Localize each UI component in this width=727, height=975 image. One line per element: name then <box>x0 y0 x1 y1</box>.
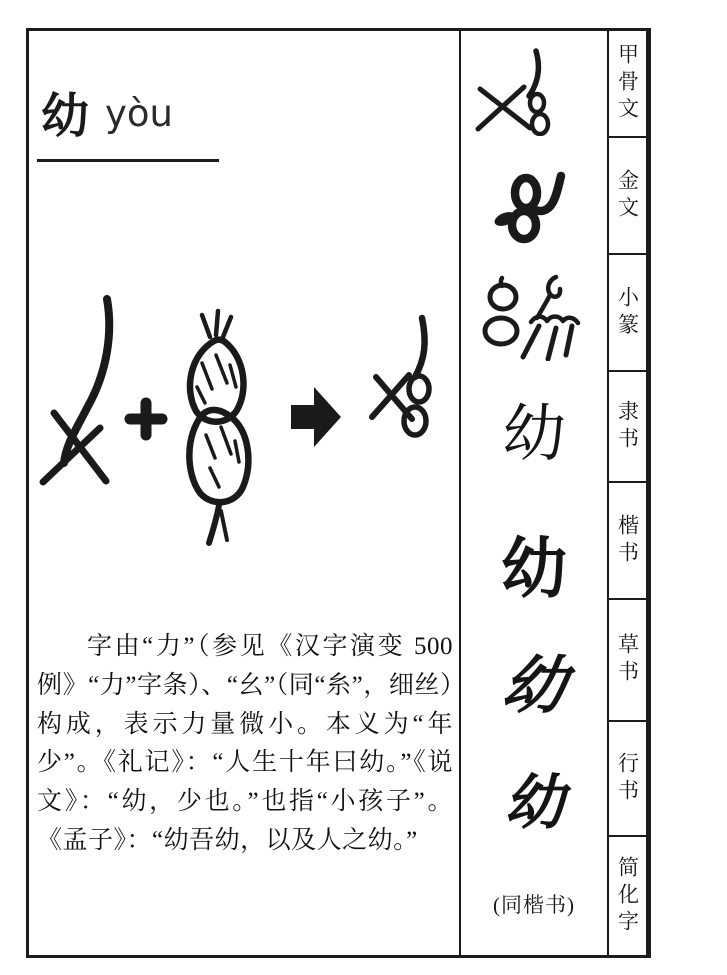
script-label-column <box>607 31 646 955</box>
sample-oracle-bone-glyph <box>474 48 560 136</box>
label-cell-clerical <box>609 372 646 483</box>
script-label: 金文 <box>615 168 640 223</box>
label-cell-bronze <box>609 138 646 255</box>
script-label: 简化字 <box>615 855 640 937</box>
label-cell-simplified <box>609 837 646 955</box>
oracle-form-glyph <box>372 318 429 435</box>
label-cell-cursive <box>609 600 646 722</box>
headword: 幼 <box>41 90 90 143</box>
entry-title <box>41 90 173 143</box>
sample-running-glyph: 幼 <box>504 770 564 836</box>
sample-bronze-glyph <box>493 167 569 245</box>
sample-cursive-glyph: 幼 <box>497 651 572 721</box>
arrow-icon <box>291 387 341 447</box>
sample-regular-glyph: 幼 <box>501 533 567 606</box>
main-column <box>29 31 459 955</box>
script-label: 甲骨文 <box>615 43 640 124</box>
evolution-diagram <box>38 295 448 565</box>
plow-pictograph-icon <box>43 299 109 482</box>
label-cell-running <box>609 722 646 837</box>
page-frame <box>26 28 651 958</box>
label-cell-small-seal <box>609 255 646 372</box>
body-paragraph: 字由“力”（参见《汉字演变 500 例》“力”字条）、“幺”（同“糸”，细丝）构成，表示力量微小。本义为“年少”。《礼记》：“人生十年曰幼。”《说文》：“幼，少也。”也指“小孩子”。《孟子》：“幼吾幼，以及人之幼。” <box>37 633 453 854</box>
script-label: 草书 <box>615 633 640 687</box>
script-label: 隶书 <box>615 399 640 454</box>
pinyin: yòu <box>105 92 173 135</box>
note-same-as-regular: (同楷书) <box>493 893 575 917</box>
label-cell-regular <box>609 483 646 600</box>
script-label: 行书 <box>615 751 640 806</box>
calligraphy-column <box>459 31 607 955</box>
sample-small-seal-glyph <box>477 271 581 361</box>
script-label: 楷书 <box>615 513 640 568</box>
plus-sign-icon <box>130 403 162 435</box>
title-underline <box>37 159 219 162</box>
script-label: 小篆 <box>615 285 640 340</box>
label-cell-oracle <box>609 31 646 138</box>
sample-clerical-glyph: 幼 <box>500 399 568 469</box>
silk-bundle-pictograph-icon <box>189 311 248 543</box>
